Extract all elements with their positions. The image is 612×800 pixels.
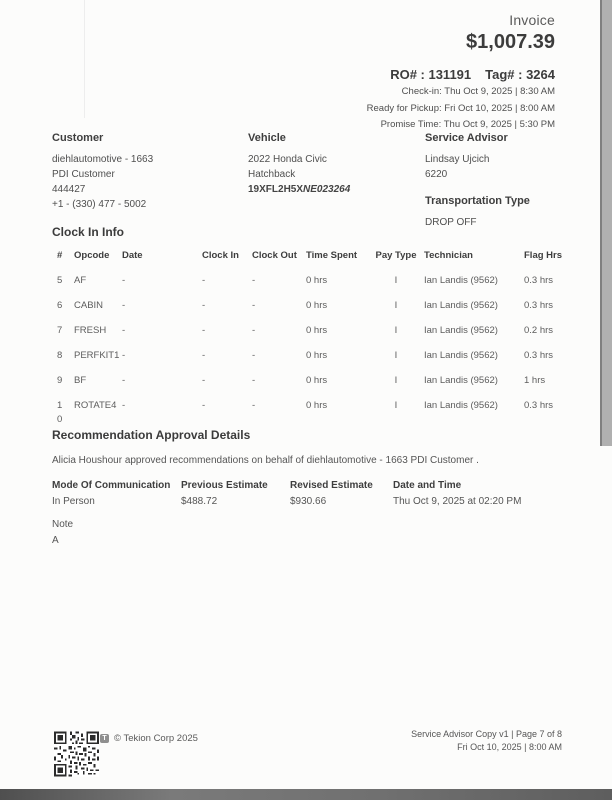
- revised-estimate-label: Revised Estimate: [290, 480, 373, 491]
- clock-in-info-title: Clock In Info: [52, 225, 124, 239]
- col-header-opcode: Opcode: [74, 250, 110, 261]
- tag-number: Tag# : 3264: [485, 67, 555, 82]
- mode-of-communication-field: [52, 480, 181, 507]
- table-cell-pay-type: I: [394, 325, 398, 336]
- col-header-clock-out: Clock Out: [252, 250, 297, 261]
- table-cell-date: -: [122, 275, 126, 286]
- customer-title: Customer: [52, 132, 104, 144]
- service-advisor-number: 6220: [425, 169, 448, 180]
- table-cell-date: -: [122, 300, 126, 311]
- table-cell-pay-type: I: [394, 400, 398, 411]
- recommendation-approval-title: Recommendation Approval Details: [52, 428, 251, 442]
- table-cell-date: -: [122, 375, 126, 386]
- table-cell-opcode: ROTATE4: [74, 400, 117, 411]
- table-cell-technician: Ian Landis (9562): [424, 325, 498, 336]
- table-cell-clock-out: -: [252, 325, 256, 336]
- note-field: [52, 519, 564, 546]
- invoice-header: [367, 12, 555, 132]
- invoice-label: Invoice: [509, 12, 555, 28]
- table-cell-num: 6: [57, 300, 63, 311]
- table-cell-num: 7: [57, 325, 63, 336]
- table-cell-num: 8: [57, 350, 63, 361]
- table-cell-opcode: CABIN: [74, 300, 104, 311]
- scan-edge-right: [601, 0, 612, 446]
- revised-estimate-value: $930.66: [290, 496, 327, 507]
- mode-of-communication-value: In Person: [52, 496, 95, 507]
- table-cell-clock-in: -: [202, 300, 206, 311]
- table-cell-clock-out: -: [252, 275, 256, 286]
- table-cell-technician: Ian Landis (9562): [424, 400, 498, 411]
- customer-section: [52, 131, 222, 212]
- table-cell-flag-hrs: 0.3 hrs: [524, 300, 554, 311]
- vehicle-vin: [248, 182, 408, 197]
- col-header-pay-type: Pay Type: [375, 250, 417, 261]
- table-cell-clock-out: -: [252, 300, 256, 311]
- customer-name-line1: diehlautomotive - 1663: [52, 154, 154, 165]
- table-cell-technician: Ian Landis (9562): [424, 375, 498, 386]
- previous-estimate-value: $488.72: [181, 496, 218, 507]
- col-header-clock-in: Clock In: [202, 250, 239, 261]
- table-cell-clock-out: -: [252, 375, 256, 386]
- col-header-time-spent: Time Spent: [306, 250, 358, 261]
- vehicle-model-line1: 2022 Honda Civic: [248, 154, 327, 165]
- table-cell-time-spent: 0 hrs: [306, 350, 328, 361]
- copyright-text: © Tekion Corp 2025: [114, 733, 198, 744]
- table-cell-clock-in: -: [202, 275, 206, 286]
- scan-edge-bottom: [0, 789, 612, 800]
- previous-estimate-field: [181, 480, 290, 507]
- copyright-line: [100, 733, 198, 744]
- scan-artifact-line: [84, 0, 85, 118]
- note-value: A: [52, 535, 59, 546]
- copy-page-info: Service Advisor Copy v1 | Page 7 of 8: [411, 729, 562, 739]
- vehicle-title: Vehicle: [248, 132, 286, 144]
- table-cell-flag-hrs: 1 hrs: [524, 375, 546, 386]
- previous-estimate-label: Previous Estimate: [181, 480, 268, 491]
- table-cell-opcode: PERFKIT1: [74, 350, 120, 361]
- qr-code: [54, 731, 99, 777]
- customer-number: 444427: [52, 184, 86, 195]
- approval-summary-text: Alicia Houshour approved recommendations on behalf of diehlautomotive - 1663 PDI Customer .: [52, 455, 479, 466]
- table-cell-flag-hrs: 0.3 hrs: [524, 350, 554, 361]
- table-cell-clock-in: -: [202, 400, 206, 411]
- promise-time-line: Promise Time: Thu Oct 9, 2025 | 5:30 PM: [380, 119, 555, 130]
- table-cell-num: 9: [57, 375, 63, 386]
- clock-in-table: [52, 249, 574, 427]
- transportation-title: Transportation Type: [425, 195, 530, 207]
- transportation-value: DROP OFF: [425, 217, 477, 228]
- table-cell-time-spent: 0 hrs: [306, 325, 328, 336]
- invoice-total: $1,007.39: [466, 31, 555, 53]
- scan-edge-line: [600, 0, 602, 446]
- table-cell-technician: Ian Landis (9562): [424, 300, 498, 311]
- vehicle-model-line2: Hatchback: [248, 169, 296, 180]
- vin-prefix: 19XFL2H5X: [248, 184, 304, 195]
- table-cell-clock-in: -: [202, 375, 206, 386]
- mode-of-communication-label: Mode Of Communication: [52, 480, 171, 491]
- table-cell-pay-type: I: [394, 300, 398, 311]
- table-cell-flag-hrs: 0.3 hrs: [524, 275, 554, 286]
- revised-estimate-field: [290, 480, 393, 507]
- date-and-time-field: [393, 480, 564, 507]
- tekion-logo-icon: T: [100, 734, 109, 743]
- col-header-technician: Technician: [424, 250, 473, 261]
- customer-name-line2: PDI Customer: [52, 169, 115, 180]
- table-cell-opcode: BF: [74, 375, 87, 386]
- col-header-num: #: [57, 250, 63, 261]
- service-advisor-section: [425, 131, 575, 230]
- table-cell-num: 5: [57, 275, 63, 286]
- table-cell-date: -: [122, 400, 126, 411]
- ro-number: RO# : 131191: [390, 67, 472, 82]
- service-advisor-name: Lindsay Ujcich: [425, 154, 490, 165]
- note-label: Note: [52, 519, 74, 530]
- footer-date-line: Fri Oct 10, 2025 | 8:00 AM: [457, 742, 562, 752]
- table-cell-flag-hrs: 0.2 hrs: [524, 325, 554, 336]
- table-cell-opcode: AF: [74, 275, 87, 286]
- vehicle-section: [248, 131, 408, 197]
- col-header-flag-hrs: Flag Hrs: [524, 250, 563, 261]
- customer-phone: +1 - (330) 477 - 5002: [52, 199, 147, 210]
- table-cell-clock-out: -: [252, 350, 256, 361]
- table-cell-time-spent: 0 hrs: [306, 275, 328, 286]
- table-cell-technician: Ian Landis (9562): [424, 350, 498, 361]
- table-cell-time-spent: 0 hrs: [306, 375, 328, 386]
- table-cell-technician: Ian Landis (9562): [424, 275, 498, 286]
- table-cell-num: 10: [57, 400, 63, 425]
- recommendation-approval-section: [52, 428, 564, 546]
- table-cell-pay-type: I: [394, 275, 398, 286]
- table-cell-time-spent: 0 hrs: [306, 400, 328, 411]
- vin-suffix: NE023264: [303, 184, 351, 195]
- ro-tag-line: [367, 67, 555, 82]
- service-advisor-title: Service Advisor: [425, 132, 508, 144]
- checkin-line: Check-in: Thu Oct 9, 2025 | 8:30 AM: [401, 86, 555, 97]
- table-cell-flag-hrs: 0.3 hrs: [524, 400, 554, 411]
- col-header-date: Date: [122, 250, 143, 261]
- clock-in-info-section: [52, 225, 574, 427]
- table-cell-clock-out: -: [252, 400, 256, 411]
- table-cell-opcode: FRESH: [74, 325, 107, 336]
- approval-fields: [52, 480, 564, 507]
- footer-right: [411, 728, 562, 754]
- date-and-time-label: Date and Time: [393, 480, 462, 491]
- table-cell-pay-type: I: [394, 350, 398, 361]
- table-cell-clock-in: -: [202, 325, 206, 336]
- table-cell-pay-type: I: [394, 375, 398, 386]
- table-cell-date: -: [122, 350, 126, 361]
- ready-for-pickup-line: Ready for Pickup: Fri Oct 10, 2025 | 8:00 AM: [366, 102, 555, 114]
- table-cell-clock-in: -: [202, 350, 206, 361]
- table-cell-date: -: [122, 325, 126, 336]
- date-and-time-value: Thu Oct 9, 2025 at 02:20 PM: [393, 496, 522, 507]
- table-cell-time-spent: 0 hrs: [306, 300, 328, 311]
